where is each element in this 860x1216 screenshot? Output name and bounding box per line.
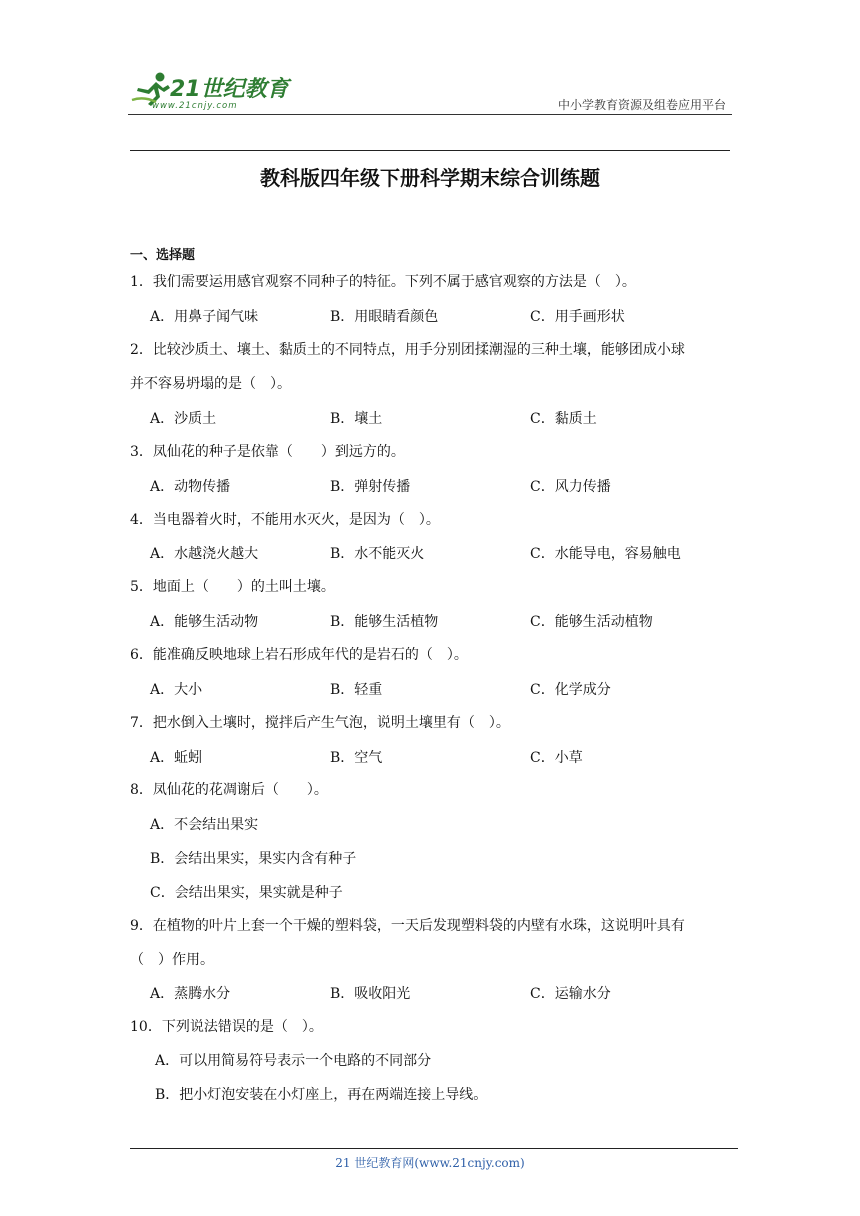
platform-name: 中小学教育资源及组卷应用平台 (557, 98, 726, 112)
question-1-option-c: C．用手画形状 (530, 309, 625, 325)
question-3-option-c: C．风力传播 (530, 479, 611, 495)
question-5-option-b: B．能够生活植物 (330, 614, 439, 630)
title-top-rule (130, 150, 730, 151)
question-1-option-a: A．用鼻子闻气味 (150, 309, 259, 325)
logo-text: 21世纪教育 (170, 77, 289, 102)
question-5-option-a: A．能够生活动物 (150, 614, 259, 630)
question-2-option-c: C．黏质土 (530, 411, 597, 427)
question-5-option-c: C．能够生活动植物 (530, 614, 653, 630)
question-8-option-a: A．不会结出果实 (150, 817, 259, 833)
question-3: 3．凤仙花的种子是依靠（ ）到远方的。 (130, 444, 405, 460)
question-4: 4．当电器着火时，不能用水灭火，是因为（ ）。 (130, 512, 440, 528)
question-6-option-b: B．轻重 (330, 682, 383, 698)
question-7-option-a: A．蚯蚓 (150, 750, 203, 766)
question-2: 2．比较沙质土、壤土、黏质土的不同特点，用手分别团揉潮湿的三种土壤，能够团成小球 (130, 342, 685, 358)
question-7: 7．把水倒入土壤时，搅拌后产生气泡，说明土壤里有（ ）。 (130, 715, 510, 731)
logo-url: www.21cnjy.com (152, 101, 238, 111)
question-2-continuation: 并不容易坍塌的是（ ）。 (130, 376, 291, 392)
question-8: 8．凤仙花的花凋谢后（ ）。 (130, 782, 328, 798)
question-2-option-b: B．壤土 (330, 411, 383, 427)
question-10: 10．下列说法错误的是（ ）。 (130, 1019, 323, 1035)
question-7-option-b: B．空气 (330, 750, 383, 766)
question-4-option-a: A．水越浇火越大 (150, 546, 259, 562)
question-1-option-b: B．用眼睛看颜色 (330, 309, 439, 325)
question-6-option-c: C．化学成分 (530, 682, 611, 698)
question-5: 5．地面上（ ）的土叫土壤。 (130, 579, 335, 595)
question-10-option-a: A．可以用简易符号表示一个电路的不同部分 (155, 1053, 432, 1069)
section-heading: 一、选择题 (130, 248, 196, 263)
footer-divider (130, 1148, 738, 1149)
question-8-option-b: B．会结出果实，果实内含有种子 (150, 851, 357, 867)
question-3-option-a: A．动物传播 (150, 479, 231, 495)
footer-text: 21 世纪教育网(www.21cnjy.com) (335, 1156, 525, 1170)
header-divider (128, 114, 732, 115)
question-9: 9．在植物的叶片上套一个干燥的塑料袋，一天后发现塑料袋的内壁有水珠，这说明叶具有 (130, 918, 685, 934)
question-8-option-c: C．会结出果实，果实就是种子 (150, 885, 343, 901)
question-1: 1．我们需要运用感官观察不同种子的特征。下列不属于感官观察的方法是（ ）。 (130, 274, 636, 290)
question-2-option-a: A．沙质土 (150, 411, 217, 427)
question-4-option-b: B．水不能灭火 (330, 546, 425, 562)
question-6: 6．能准确反映地球上岩石形成年代的是岩石的（ ）。 (130, 647, 468, 663)
page-header (128, 66, 732, 118)
question-7-option-c: C．小草 (530, 750, 583, 766)
question-9-option-b: B．吸收阳光 (330, 986, 411, 1002)
question-4-option-c: C．水能导电，容易触电 (530, 546, 681, 562)
question-6-option-a: A．大小 (150, 682, 203, 698)
question-3-option-b: B．弹射传播 (330, 479, 411, 495)
question-9-option-a: A．蒸腾水分 (150, 986, 231, 1002)
question-9-option-c: C．运输水分 (530, 986, 611, 1002)
site-logo (128, 66, 298, 114)
question-10-option-b: B．把小灯泡安装在小灯座上，再在两端连接上导线。 (155, 1087, 488, 1103)
question-9-continuation: （ ）作用。 (130, 952, 214, 968)
page-title: 教科版四年级下册科学期末综合训练题 (260, 166, 600, 190)
